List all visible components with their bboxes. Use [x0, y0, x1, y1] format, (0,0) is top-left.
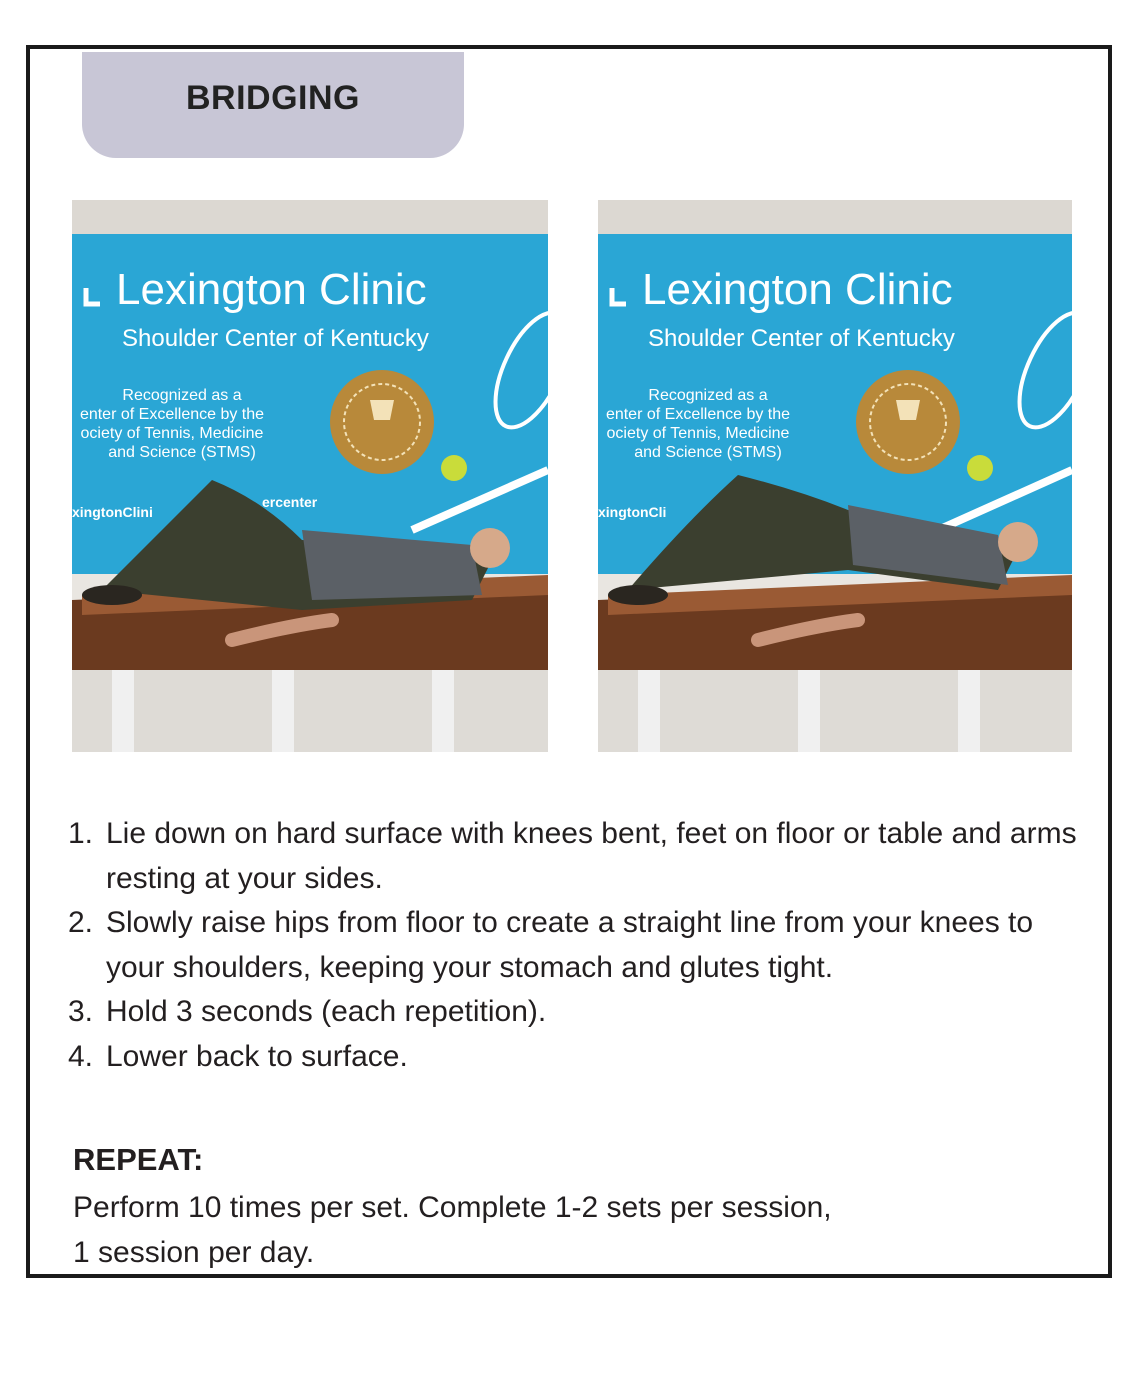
exercise-card — [26, 45, 1112, 1278]
title-tab — [82, 52, 464, 158]
social-handle: xingtonClini — [72, 504, 153, 520]
step-item — [68, 1035, 1088, 1080]
step-text: Slowly raise hips from floor to create a straight line from your knees to your shoulders, keeping your stomach and glutes tight. — [106, 906, 1034, 984]
step-item — [68, 812, 1088, 901]
recognized-line: enter of Excellence by the — [605, 406, 791, 423]
recognized-line: ociety of Tennis, Medicine — [80, 425, 264, 442]
banner-title: Lexington Clinic — [642, 265, 953, 314]
recognized-line: Recognized as a — [122, 387, 242, 404]
recognized-line: ociety of Tennis, Medicine — [606, 425, 790, 442]
photo-bridge-position — [598, 200, 1072, 752]
step-item — [68, 990, 1088, 1035]
recognized-line: and Science (STMS) — [108, 444, 256, 461]
banner-subtitle: Shoulder Center of Kentucky — [122, 325, 429, 352]
social-handle: xingtonCli — [598, 504, 667, 520]
instruction-steps — [68, 812, 1088, 1079]
step-item — [68, 901, 1088, 990]
step-text: Hold 3 seconds (each repetition). — [106, 995, 547, 1028]
step-number: 3. — [68, 995, 94, 1028]
medal-seal — [330, 370, 434, 474]
photo-start-position — [72, 200, 548, 752]
repeat-heading: REPEAT: — [73, 1142, 204, 1177]
recognized-line: enter of Excellence by the — [79, 406, 265, 423]
step-number: 4. — [68, 1039, 94, 1073]
step-text: Lie down on hard surface with knees bent, feet on floor or table and arms resting at your sides. — [106, 817, 1077, 895]
recognized-line: and Science (STMS) — [634, 444, 782, 461]
step-number: 1. — [68, 817, 94, 850]
step-number: 2. — [68, 906, 94, 939]
social-handle: ercenter — [262, 494, 318, 510]
medal-seal — [856, 370, 960, 474]
repeat-line: 1 session per day. — [73, 1236, 315, 1269]
banner-subtitle: Shoulder Center of Kentucky — [648, 325, 955, 352]
step-text: Lower back to surface. — [106, 1039, 408, 1073]
recognized-line: Recognized as a — [648, 387, 768, 404]
banner-title: Lexington Clinic — [116, 265, 427, 314]
repeat-line: Perform 10 times per set. Complete 1-2 sets per session, — [73, 1191, 832, 1224]
repeat-instructions — [73, 1185, 1053, 1275]
exercise-title: BRIDGING — [186, 78, 360, 117]
